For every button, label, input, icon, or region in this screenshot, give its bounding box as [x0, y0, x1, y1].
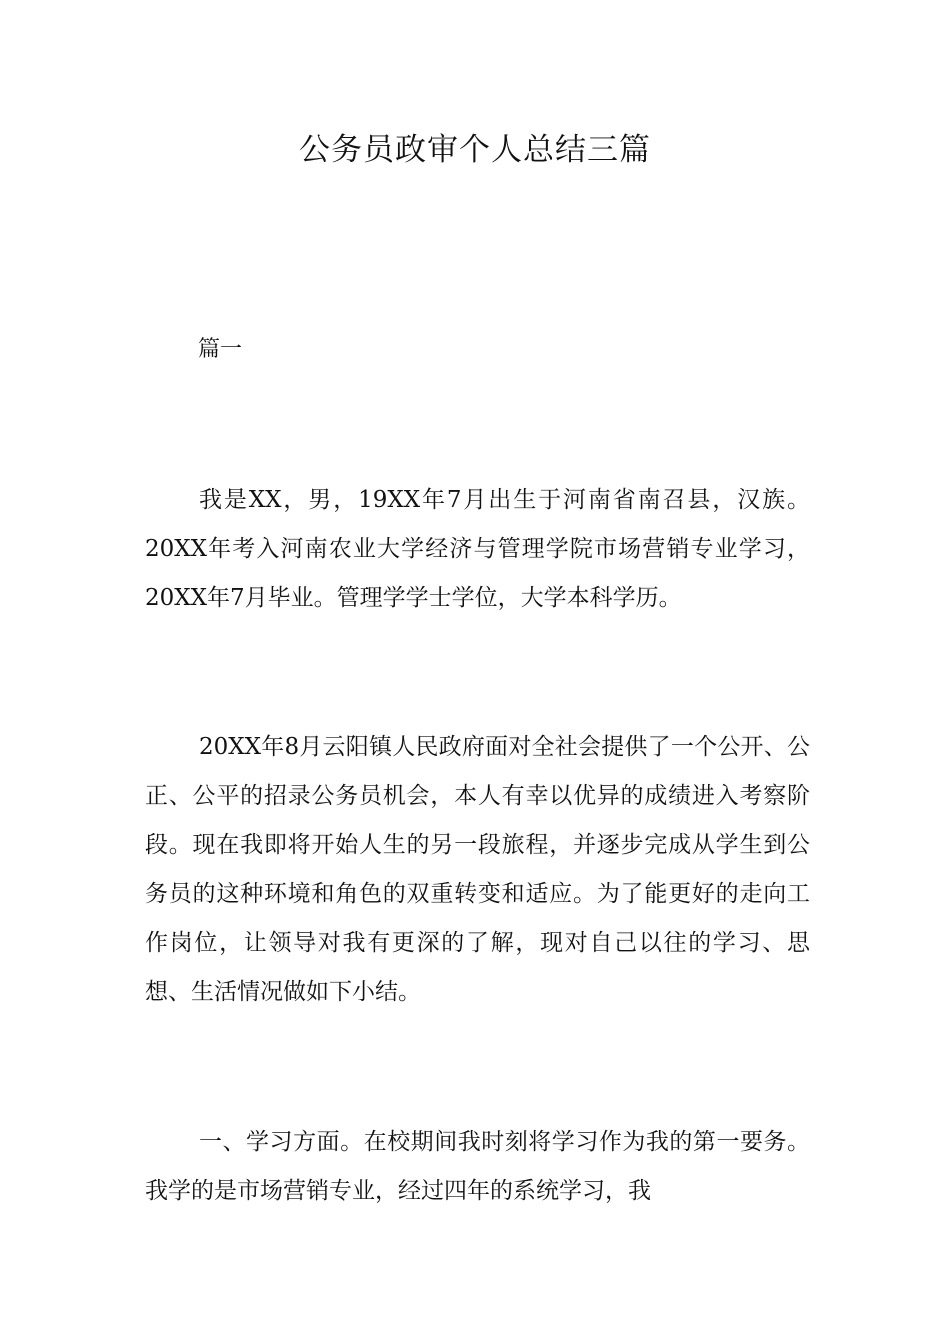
paragraph-personal-info: 我是XX，男，19XX年7月出生于河南省南召县，汉族。20XX年考入河南农业大学经济与管理学院市场营销专业学习，20XX年7月毕业。管理学学士学位，大学本科学历。: [145, 487, 810, 611]
paragraph-recruitment: 20XX年8月云阳镇人民政府面对全社会提供了一个公开、公正、公平的招录公务员机会，本人有幸以优异的成绩进入考察阶段。现在我即将开始人生的另一段旅程，并逐步完成从学生到公务员的这种环境和角色的双重转变和适应。为了能更好的走向工作岗位，让领导对我有更深的了解，现对自己以往的学习、思想、生活情况做如下小结。: [145, 734, 810, 1005]
section-label: 篇一: [198, 337, 243, 362]
document-title: 公务员政审个人总结三篇: [299, 132, 651, 168]
paragraph-study: 一、学习方面。在校期间我时刻将学习作为我的第一要务。我学的是市场营销专业，经过四年的系统学习，我: [145, 1129, 810, 1204]
